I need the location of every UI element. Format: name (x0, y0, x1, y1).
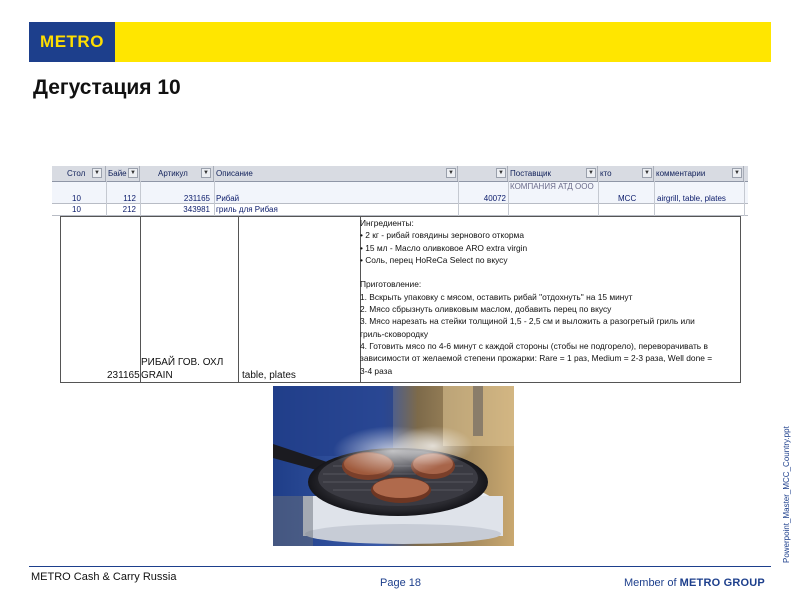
col-divider (214, 181, 215, 216)
metro-logo (29, 22, 115, 62)
table-cell-opisanie[interactable]: Рибай (216, 194, 240, 203)
column-header-comments[interactable]: комментарии ▼ (654, 166, 744, 181)
col-divider (458, 181, 459, 216)
detail-product-name: РИБАЙ ГОВ. ОХЛ GRAIN (141, 357, 224, 381)
table-cell-baie[interactable]: 212 (122, 205, 136, 214)
col-divider (508, 181, 509, 216)
footer-divider (29, 566, 771, 567)
metro-group-logo: METRO GROUP (679, 577, 765, 589)
column-header-postavshik[interactable]: Поставщик ▼ (508, 166, 598, 181)
detail-comment: table, plates (242, 370, 296, 381)
col-divider (744, 181, 745, 216)
detail-artikul: 231165 (107, 370, 140, 381)
spreadsheet-excerpt (52, 166, 748, 216)
dropdown-arrow-icon[interactable]: ▼ (732, 168, 742, 178)
table-cell-code[interactable]: 40072 (483, 194, 506, 203)
recipe-line: • 15 мл - Масло оливковое ARO extra virgin (360, 242, 528, 253)
dropdown-arrow-icon[interactable]: ▼ (642, 168, 652, 178)
logo-text: METRO (40, 32, 104, 51)
side-filename-text: Powerpoint_Master_MCC_Country.ppt (782, 426, 791, 563)
recipe-line: • 2 кг - рибай говядины зернового откорма (360, 230, 524, 241)
recipe-text (360, 217, 740, 377)
steak-grill-image (273, 386, 514, 546)
column-header-opisanie[interactable]: Описание ▼ (214, 166, 458, 181)
table-cell-baie[interactable]: 112 (123, 194, 136, 203)
col-divider (598, 181, 599, 216)
product-detail-table (60, 216, 741, 383)
page-title: Дегустация 10 (33, 76, 181, 99)
recipe-line: гриль-сковородку (360, 328, 429, 339)
recipe-line: зависимости от желаемой степени прожарки: Rare = 1 раз, Medium = 2-3 раза, Well done = (360, 353, 713, 364)
column-header-baie[interactable]: Байе ▼ (106, 166, 140, 181)
footer-member-of (624, 577, 765, 589)
dropdown-arrow-icon[interactable]: ▼ (128, 168, 138, 178)
filter-icon[interactable]: ▼ (92, 168, 102, 178)
table-cell-artikul[interactable]: 343981 (183, 205, 210, 214)
dropdown-arrow-icon[interactable]: ▼ (446, 168, 456, 178)
column-header-kto[interactable]: кто ▼ (598, 166, 654, 181)
member-prefix: Member of (624, 577, 677, 589)
dropdown-arrow-icon[interactable]: ▼ (496, 168, 506, 178)
table-cell-postavshik[interactable]: КОМПАНИЯ АТД ООО (510, 182, 594, 191)
table-cell-stol[interactable]: 10 (72, 205, 81, 214)
table-cell-artikul[interactable]: 231165 (183, 194, 210, 203)
recipe-line: 3-4 раза (360, 365, 393, 376)
spreadsheet-header-row (52, 166, 748, 182)
steak-grill-photo (273, 386, 514, 546)
table-cell-comments[interactable]: airgrill, table, plates (657, 194, 726, 203)
recipe-line: Приготовление: (360, 279, 422, 290)
recipe-line (360, 266, 740, 278)
recipe-line: 3. Мясо нарезать на стейки толщиной 1,5 - 2,5 см и выложить а разогретый гриль или (360, 316, 695, 327)
recipe-line: • Соль, перец HoReCa Select по вкусу (360, 254, 508, 265)
recipe-line: 1. Вскрыть упаковку с мясом, оставить рибай "отдохнуть" на 15 минут (360, 291, 633, 302)
col-divider (654, 181, 655, 216)
col-divider (140, 181, 141, 216)
column-header-artikul[interactable]: Артикул ▼ (140, 166, 214, 181)
dropdown-arrow-icon[interactable]: ▼ (201, 168, 211, 178)
table-cell-opisanie[interactable]: гриль для Рибая (216, 205, 278, 214)
header-banner (115, 22, 771, 62)
col-divider (106, 181, 107, 216)
dropdown-arrow-icon[interactable]: ▼ (586, 168, 596, 178)
table-cell-kto[interactable]: MCC (618, 194, 637, 203)
recipe-line: 2. Мясо сбрызнуть оливковым маслом, добавить перец по вкусу (360, 304, 612, 315)
recipe-line: 4. Готовить мясо по 4-6 минут с каждой стороны (стобы не подгорело), переворачивать в (360, 340, 708, 351)
column-header-code[interactable] (458, 166, 508, 181)
column-header-stol[interactable]: Стол ▼ (52, 166, 106, 181)
table-cell-stol[interactable]: 10 (72, 194, 81, 203)
footer-company: METRO Cash & Carry Russia (31, 571, 177, 583)
footer-page-number: Page 18 (380, 577, 421, 589)
recipe-line: Ингредиенты: (360, 218, 414, 228)
